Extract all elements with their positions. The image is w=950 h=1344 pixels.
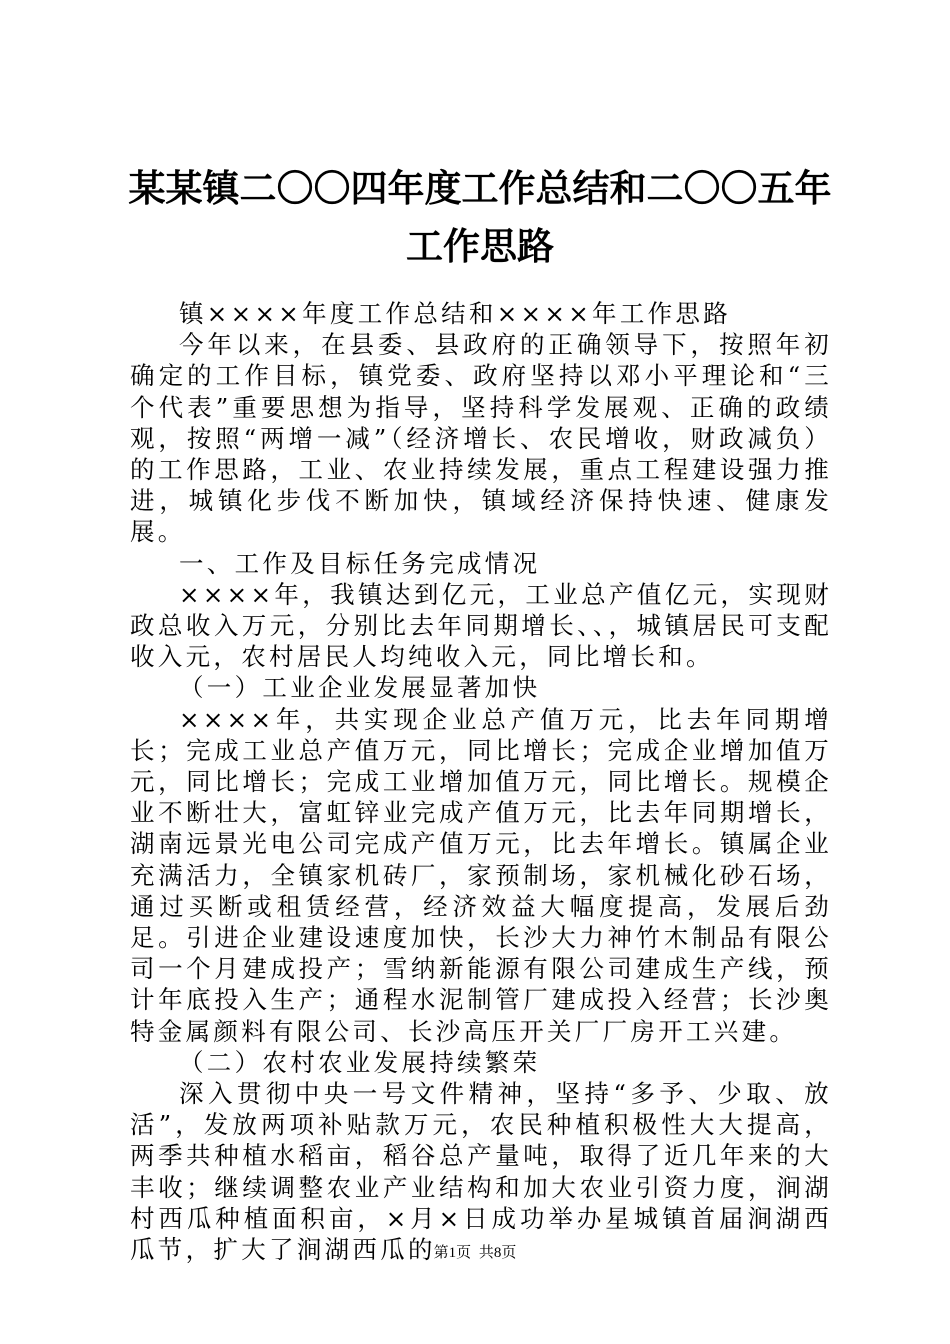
- subsection-heading-agriculture: （二）农村农业发展持续繁荣: [179, 1047, 541, 1077]
- page-number: 第1页: [433, 1245, 472, 1261]
- page-total: 共8页: [478, 1245, 517, 1261]
- paragraph-industry: ××××年，共实现企业总产值万元，比去年同期增长；完成工业总产值万元，同比增长；完成企业增加值万元，同比增长；完成工业增加值万元，同比增长。规模企业不断壮大，富虹锌业完成产值万元，比去年同期增长，湖南远景光电公司完成产值万元，比去年增长。镇属企业充满活力，全镇家机砖厂，家预制场，家机械化砂石场，通过买断或租赁经营，经济效益大幅度提高，发展后劲足。引进企业建设速度加快，长沙大力神竹木制品有限公司一个月建成投产；雪纳新能源有限公司建成生产线，预计年底投入生产；通程水泥制管厂建成投入经营；长沙奥特金属颜料有限公司、长沙高压开关厂厂房开工兴建。: [130, 704, 832, 1046]
- page-footer: [0, 1243, 950, 1263]
- section-heading-1: 一、工作及目标任务完成情况: [179, 548, 541, 578]
- paragraph-agriculture: 深入贯彻中央一号文件精神，坚持“多予、少取、放活”，发放两项补贴款万元，农民种植积极性大大提高，两季共种植水稻亩，稻谷总产量吨，取得了近几年来的大丰收；继续调整农业产业结构和加大农业引资力度，涧湖村西瓜种植面积亩，×月×日成功举办星城镇首届涧湖西瓜节，扩大了涧湖西瓜的: [130, 1079, 832, 1265]
- paragraph-intro: 今年以来，在县委、县政府的正确领导下，按照年初确定的工作目标，镇党委、政府坚持以邓小平理论和“三个代表”重要思想为指导，坚持科学发展观、正确的政绩观，按照“两增一减”（经济增长、农民增收，财政减负）的工作思路，工业、农业持续发展，重点工程建设强力推进，城镇化步伐不断加快，镇域经济保持快速、健康发展。: [130, 330, 832, 547]
- document-title: 某某镇二〇〇四年度工作总结和二〇〇五年工作思路: [128, 167, 832, 268]
- paragraph-overview: ××××年，我镇达到亿元，工业总产值亿元，实现财政总收入万元，分别比去年同期增长、、，城镇居民可支配收入元，农村居民人均纯收入元，同比增长和。: [130, 579, 832, 672]
- subsection-heading-industry: （一）工业企业发展显著加快: [179, 673, 541, 703]
- document-subtitle: 镇××××年度工作总结和××××年工作思路: [179, 299, 732, 328]
- document-body: [130, 298, 832, 1265]
